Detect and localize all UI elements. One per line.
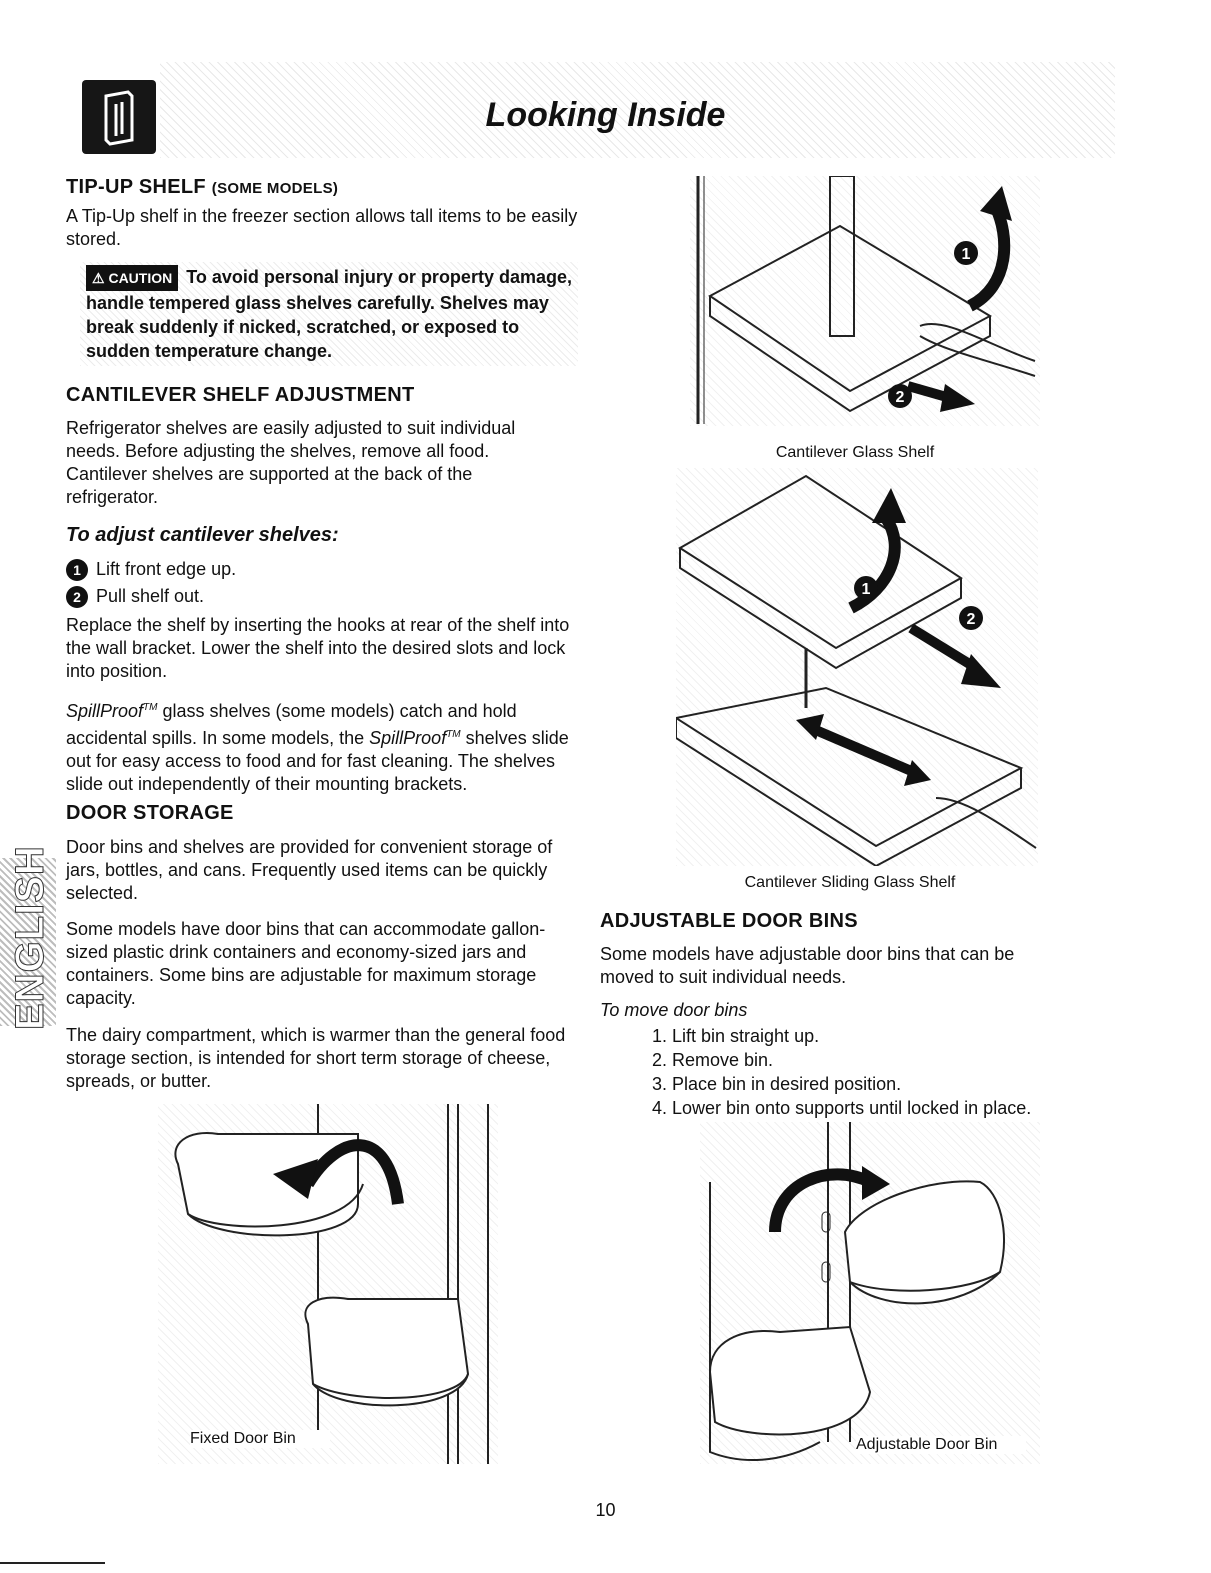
door-storage-p1: Door bins and shelves are provided for convenient storage of jars, bottles, and cans. Frequently used items can be quickly selected. (66, 837, 553, 903)
replace-text: Replace the shelf by inserting the hooks at rear of the shelf into the wall bracket. Lower the shelf into the desired slots and lock into position. (66, 615, 570, 681)
step-text: Lift front edge up. (96, 559, 237, 579)
sliding-shelf-caption: Cantilever Sliding Glass Shelf (744, 874, 956, 891)
spillproof-brand: SpillProof (66, 701, 144, 721)
door-storage-p3: The dairy compartment, which is warmer than the general food storage section, is intended for short term storage of cheese, spreads, or butter. (66, 1025, 566, 1091)
adjustable-bin-caption: Adjustable Door Bin (856, 1436, 1026, 1454)
fixed-bin-figure (158, 1104, 498, 1464)
page-title: Looking Inside (485, 96, 726, 134)
glass-shelf-figure (690, 176, 1040, 426)
tipup-heading (66, 176, 338, 199)
adjustable-bins-text: Some models have adjustable door bins that can be moved to suit individual needs. (600, 944, 1015, 987)
caution-badge: ⚠ CAUTION (86, 265, 178, 291)
step-text: Pull shelf out. (96, 586, 205, 606)
cantilever-step-2 (66, 585, 204, 608)
adjustable-bin-illustration (700, 1122, 1040, 1464)
spillproof-brand: SpillProof (369, 728, 447, 748)
spillproof-text (66, 696, 576, 796)
caution-box (80, 262, 578, 366)
tipup-text: A Tip-Up shelf in the freezer section allows tall items to be easily stored. (66, 206, 578, 249)
cantilever-text: Refrigerator shelves are easily adjusted to suit individual needs. Before adjusting the shelves, remove all food. Cantilever shelves are supported at the back of the refrigerator. (66, 418, 516, 507)
cantilever-subheading: To adjust cantilever shelves: (66, 524, 339, 546)
bin-step: 1. Lift bin straight up. (672, 1024, 1100, 1048)
spillproof-part1: glass shelves (some models) catch and hold accidental spills. In some models, the (66, 701, 517, 748)
adjustable-bins-heading: ADJUSTABLE DOOR BINS (600, 910, 858, 932)
adjustable-bin-figure (700, 1122, 1040, 1464)
glass-shelf-illustration (690, 176, 1040, 426)
caution-text: To avoid personal injury or property damage, handle tempered glass shelves carefully. Shelves may break suddenly if nicked, scratched, or exposed to sudden temperature change. (86, 267, 572, 361)
adjustable-bins-steps (600, 1024, 1100, 1120)
spillproof-tm: TM (446, 729, 461, 740)
bin-step: 4. Lower bin onto supports until locked in place. (672, 1096, 1100, 1120)
sliding-shelf-figure (676, 468, 1038, 866)
bin-step: 3. Place bin in desired position. (672, 1072, 1100, 1096)
marker-2: 2 (895, 389, 905, 406)
marker-2: 2 (966, 611, 976, 628)
marker-1: 1 (961, 246, 971, 263)
glass-shelf-caption: Cantilever Glass Shelf (775, 444, 935, 461)
language-tab-label: ENGLISH (8, 845, 52, 1030)
sliding-shelf-illustration (676, 468, 1038, 866)
tipup-heading-text: TIP-UP SHELF (66, 176, 206, 198)
spillproof-tm: TM (143, 702, 158, 713)
step-number: 1 (66, 559, 88, 581)
fixed-bin-caption: Fixed Door Bin (190, 1430, 330, 1448)
marker-1: 1 (861, 581, 871, 598)
cantilever-step-1 (66, 558, 236, 581)
fixed-bin-illustration (158, 1104, 498, 1464)
spillproof-part2: shelves slide out for easy access to food and for fast cleaning. The shelves slide out independently of their mounting brackets. (66, 728, 569, 794)
door-storage-heading: DOOR STORAGE (66, 802, 234, 824)
page-number: 10 (595, 1500, 616, 1520)
cantilever-heading: CANTILEVER SHELF ADJUSTMENT (66, 384, 415, 406)
step-number: 2 (66, 586, 88, 608)
bin-step: 2. Remove bin. (672, 1048, 1100, 1072)
adjustable-bins-subheading: To move door bins (600, 1000, 748, 1020)
caution-badge-text: CAUTION (108, 270, 173, 286)
tipup-heading-note: (SOME MODELS) (211, 180, 339, 197)
door-storage-p2: Some models have door bins that can accommodate gallon-sized plastic drink containers and economy-sized jars and containers. Some bins are adjustable for maximum storage capacity. (66, 919, 546, 1008)
footer-rule (0, 1562, 105, 1564)
